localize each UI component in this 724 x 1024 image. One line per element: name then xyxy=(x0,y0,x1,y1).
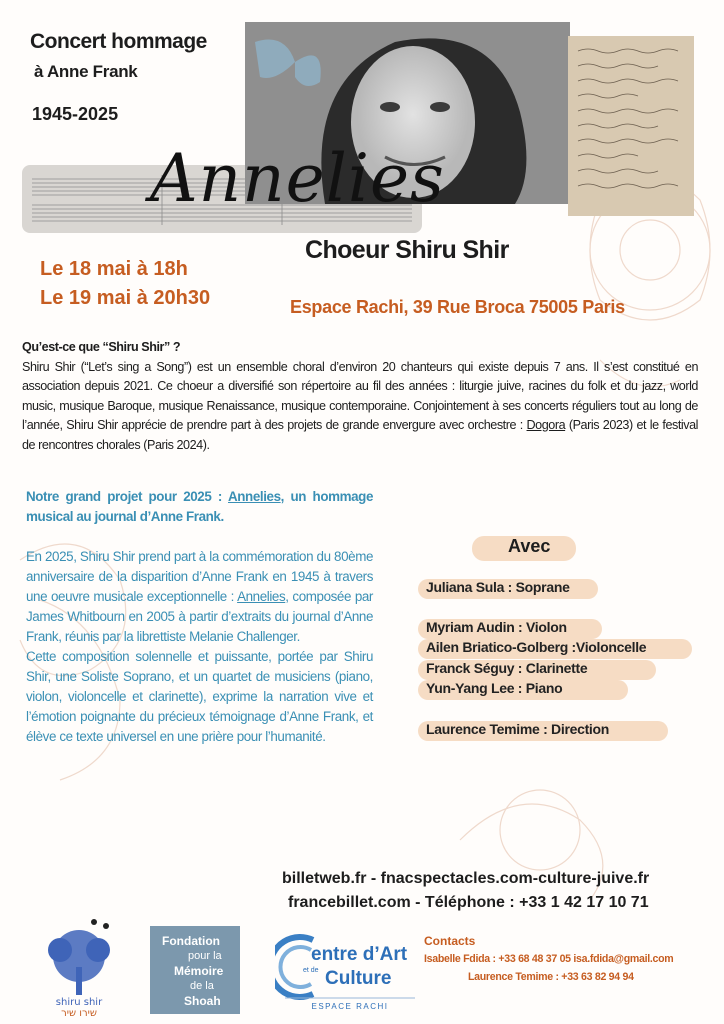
performer-cello: Ailen Briatico-Golberg :Violoncelle xyxy=(426,639,647,655)
contact-laurence: Laurence Temime : +33 63 82 94 94 xyxy=(468,971,634,983)
contact-isabelle: Isabelle Fdida : +33 68 48 37 05 isa.fdida@gmail.com xyxy=(424,953,674,965)
project-lead xyxy=(26,487,373,527)
intro-paragraph xyxy=(22,358,698,456)
venue-address: Espace Rachi, 39 Rue Broca 75005 Paris xyxy=(290,297,625,317)
centre-line1: entre d’Art xyxy=(311,944,408,965)
fondation-line5: Shoah xyxy=(184,994,221,1008)
fondation-line2: pour la xyxy=(188,950,222,962)
title-line1: Concert hommage xyxy=(30,30,207,53)
fondation-line3: Mémoire xyxy=(174,964,224,978)
shiru-latin-label: shiru shir xyxy=(55,997,103,1008)
title-line2: à Anne Frank xyxy=(34,62,138,81)
intro-text-a: Shiru Shir (“Let’s sing a Song”) est un ensemble choral d’environ 20 chanteurs qui existe depuis 7 ans. Il s’est constitué en association depuis 2021. Ce choeur a diversifié son répertoire au fil des années : liturgie juive, racines du folk et du jazz, world music, musique Baroque, musique Renaissance, musique contemporaine. Conjointement à ses concerts réguliers tout au long de l’année, Shiru Shir apprécie de prendre part à des projets de grande envergure avec orchestre : xyxy=(22,359,698,432)
choir-name: Choeur Shiru Shir xyxy=(305,236,509,264)
annelies-link[interactable]: Annelies xyxy=(237,589,286,604)
intro-text-b: (Paris 2023) et le festival de rencontres chorales (Paris 2024). xyxy=(22,418,698,452)
project-section xyxy=(26,487,373,747)
performer-soprano: Juliana Sula : Soprane xyxy=(426,579,570,595)
concert-date-2: Le 19 mai à 20h30 xyxy=(40,287,211,309)
performer-direction: Laurence Temime : Direction xyxy=(426,721,610,737)
performer-piano: Yun-Yang Lee : Piano xyxy=(426,680,563,696)
work-title: Annelies xyxy=(150,140,445,217)
p1-text-a: En 2025, Shiru Shir prend part à la commémoration du 80ème anniversaire de la disparition d’Anne Frank en 1945 à travers une oeuvre musicale exceptionnelle : xyxy=(26,549,373,604)
ticket-sites: billetweb.fr - fnacspectacles.com-culture-juive.fr xyxy=(282,870,650,887)
p1-text-b: , composée par James Whitbourn en 2005 à partir d’extraits du journal d’Anne Frank, réunis par la librettiste Melanie Challenger. xyxy=(26,589,373,644)
centre-et: et de xyxy=(303,967,319,974)
centre-art-culture-logo xyxy=(275,932,425,1012)
intro-section xyxy=(22,338,698,455)
concert-date-1: Le 18 mai à 18h xyxy=(40,258,188,280)
lead-text-a: Notre grand projet pour 2025 : xyxy=(26,489,228,504)
annelies-link-lead[interactable]: Annelies xyxy=(228,489,281,504)
avec-heading: Avec xyxy=(508,536,551,556)
intro-question: Qu’est-ce que “Shiru Shir” ? xyxy=(22,340,181,354)
fondation-shoah-logo xyxy=(150,926,240,1014)
performer-violin: Myriam Audin : Violon xyxy=(426,619,567,635)
centre-subtitle: ESPACE RACHI xyxy=(311,1002,389,1011)
shiru-shir-logo xyxy=(36,912,122,1016)
centre-line2: Culture xyxy=(325,968,392,989)
shiru-hebrew-label: שירו שיר xyxy=(61,1008,97,1016)
ticket-phone: francebillet.com - Téléphone : +33 1 42 17 10 71 xyxy=(288,894,649,911)
years: 1945-2025 xyxy=(32,104,119,124)
diary-image xyxy=(568,36,694,216)
performer-clarinet: Franck Séguy : Clarinette xyxy=(426,660,588,676)
project-paragraph-1 xyxy=(26,547,373,647)
contacts-heading: Contacts xyxy=(424,934,476,948)
fondation-line1: Fondation xyxy=(162,934,220,948)
lead-text-b: , un hommage musical au journal d’Anne Frank. xyxy=(26,489,373,524)
dogora-link[interactable]: Dogora xyxy=(526,418,566,432)
project-paragraph-2: Cette composition solennelle et puissante, portée par Shiru Shir, une Soliste Soprano, et un quartet de musiciens (piano, violon, violoncelle et clarinette), exprime la narration vive et l’émotion poignante du précieux témoignage d’Anne Frank, et élève ce texte universel en une prière pour l’humanité. xyxy=(26,649,373,744)
fondation-line4: de la xyxy=(190,980,214,992)
